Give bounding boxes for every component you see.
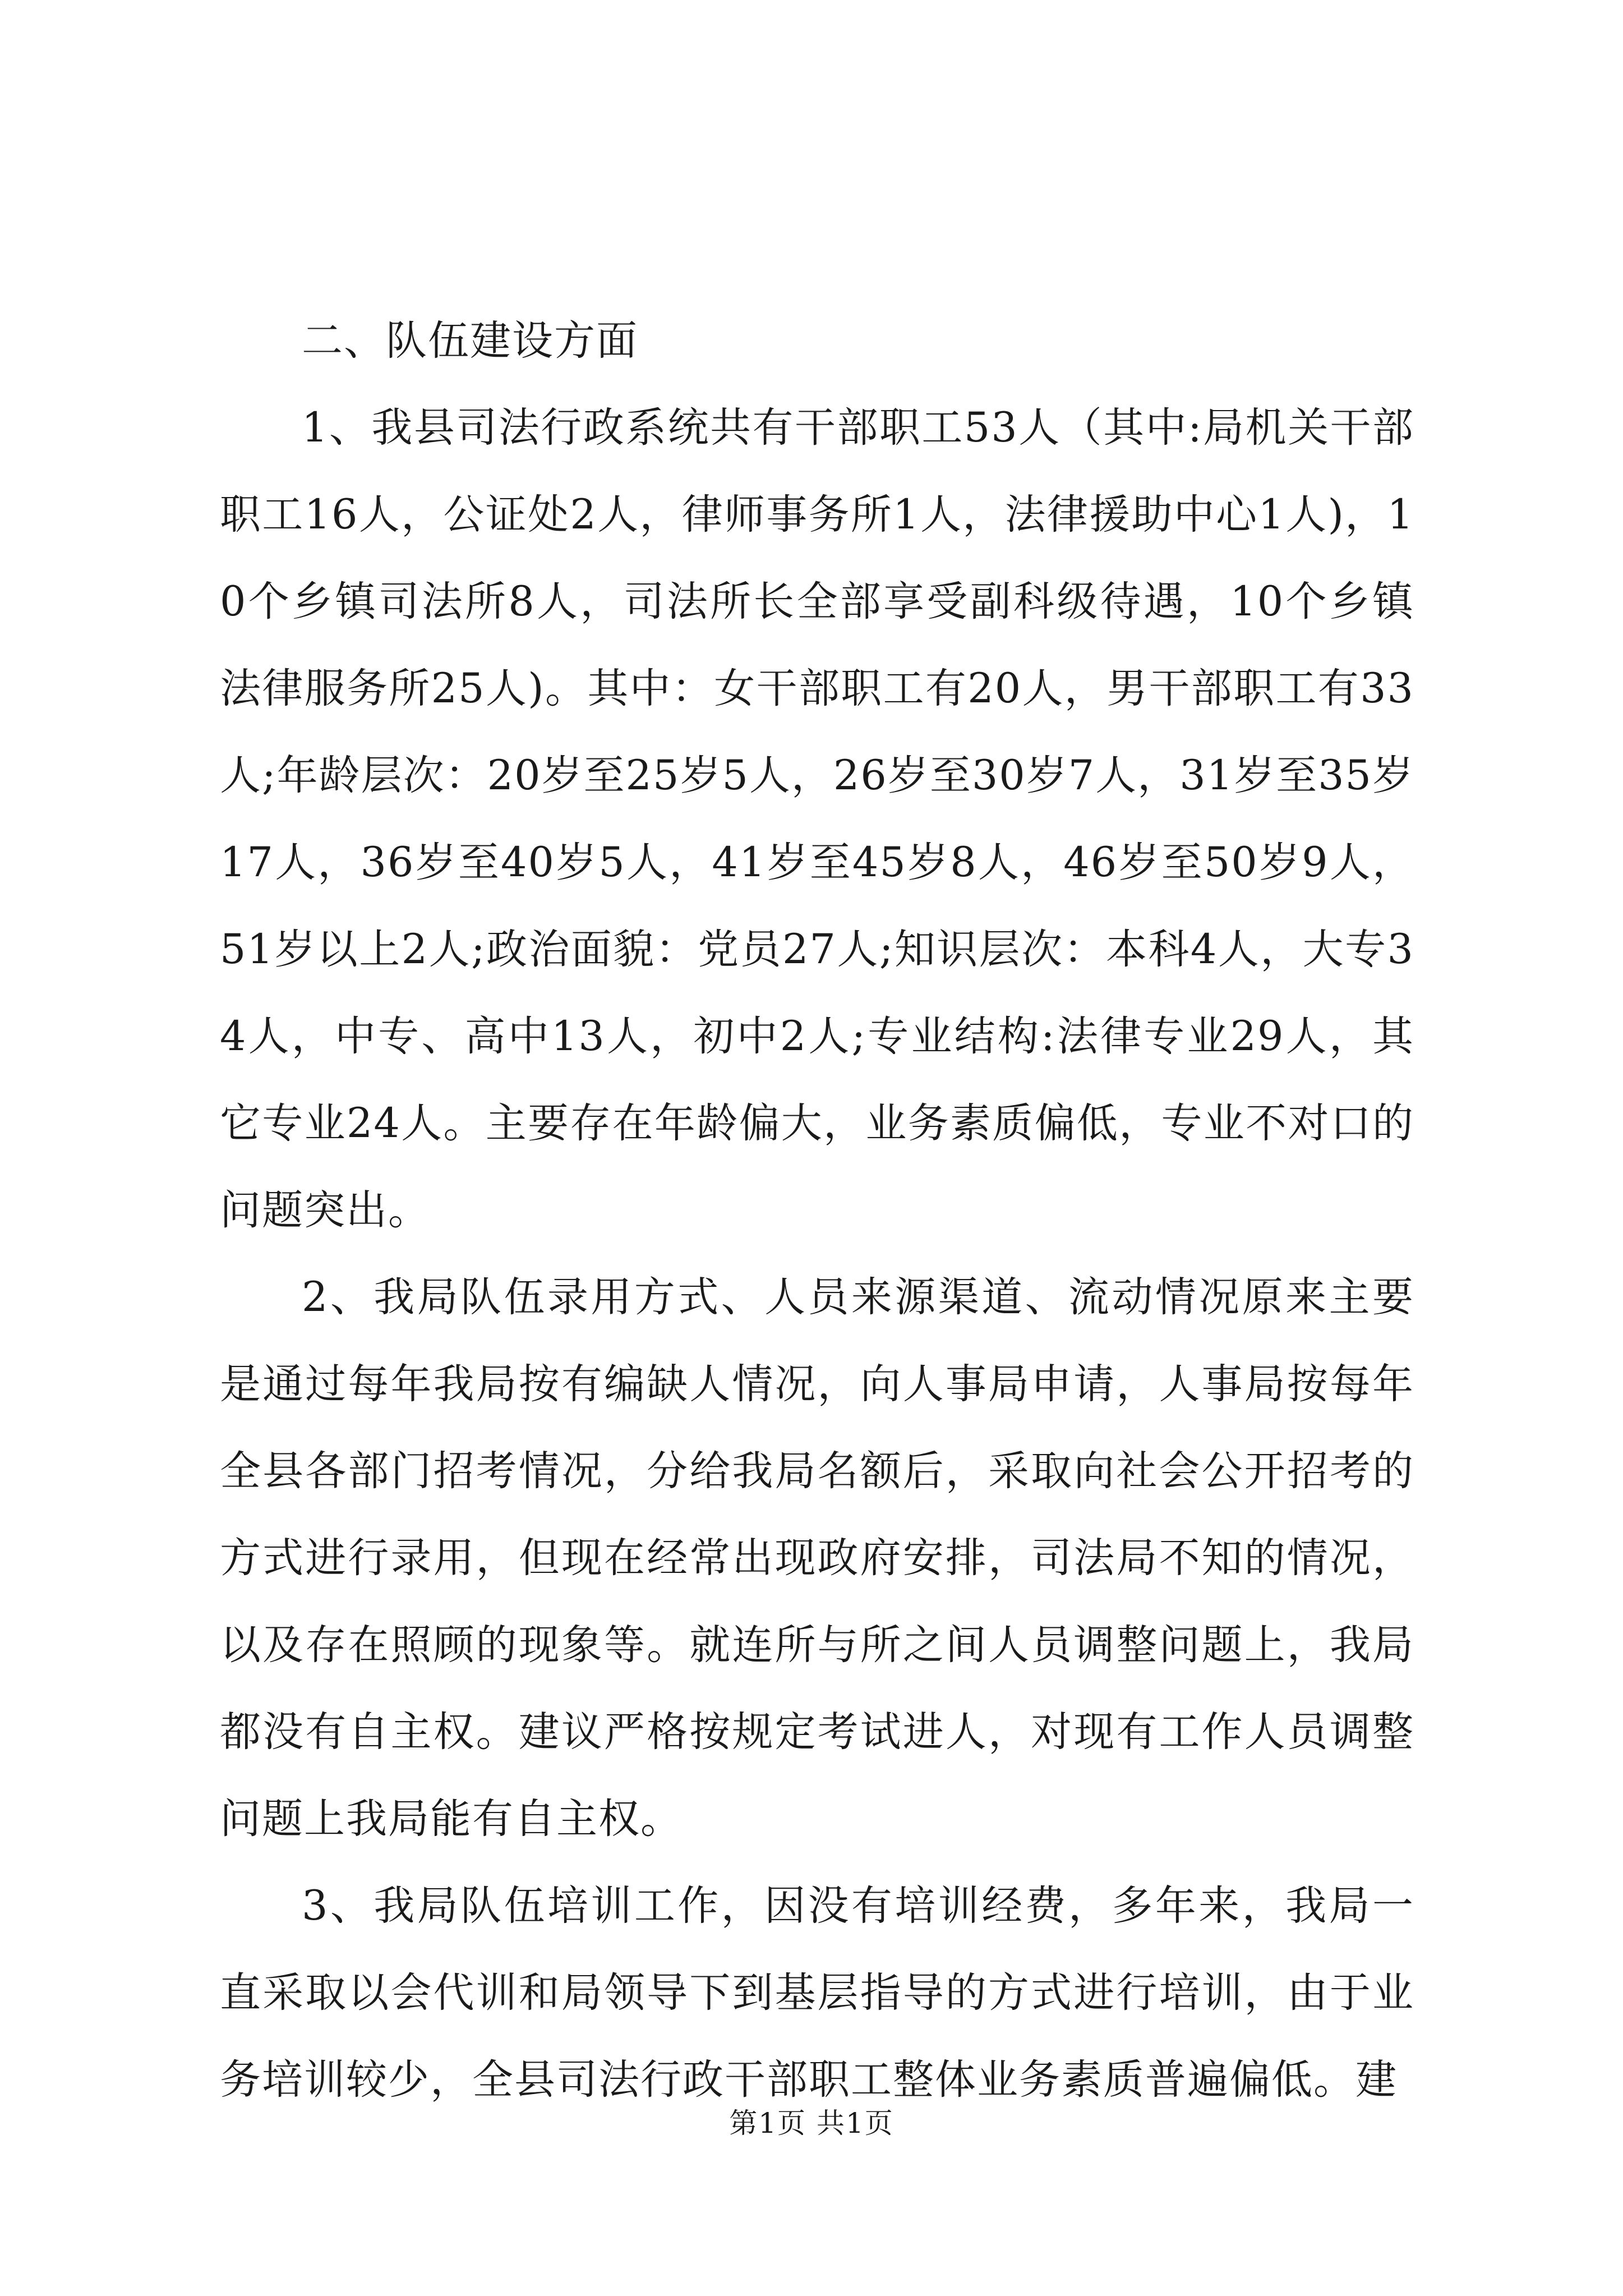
page-footer: 第1页 共1页 [729,2107,894,2139]
paragraph-3: 3、我局队伍培训工作，因没有培训经费，多年来，我局一直采取以会代训和局领导下到基层指导的方式进行培训，由于业务培训较少，全县司法行政干部职工整体业务素质普遍偏低。建 [220,1882,1414,2104]
section-heading: 二、队伍建设方面 [302,317,638,365]
document-body [220,297,1414,2123]
paragraph-2: 2、我局队伍录用方式、人员来源渠道、流动情况原来主要是通过每年我局按有编缺人情况，向人事局申请，人事局按每年全县各部门招考情况，分给我局名额后，采取向社会公开招考的方式进行录用，但现在经常出现政府安排，司法局不知的情况，以及存在照顾的现象等。就连所与所之间人员调整问题上，我局都没有自主权。建议严格按规定考试进人，对现有工作人员调整问题上我局能有自主权。 [220,1273,1414,1843]
paragraph-1: 1、我县司法行政系统共有干部职工53人（其中:局机关干部职工16人，公证处2人，律师事务所1人，法律援助中心1人)，10个乡镇司法所8人，司法所长全部享受副科级待遇，10个乡镇法律服务所25人)。其中：女干部职工有20人，男干部职工有33人;年龄层次：20岁至25岁5人，26岁至30岁7人，31岁至35岁17人，36岁至40岁5人，41岁至45岁8人，46岁至50岁9人，51岁以上2人;政治面貌：党员27人;知识层次：本科4人，大专34人，中专、高中13人，初中2人;专业结构:法律专业29人，其它专业24人。主要存在年龄偏大，业务素质偏低，专业不对口的问题突出。 [220,404,1414,1234]
